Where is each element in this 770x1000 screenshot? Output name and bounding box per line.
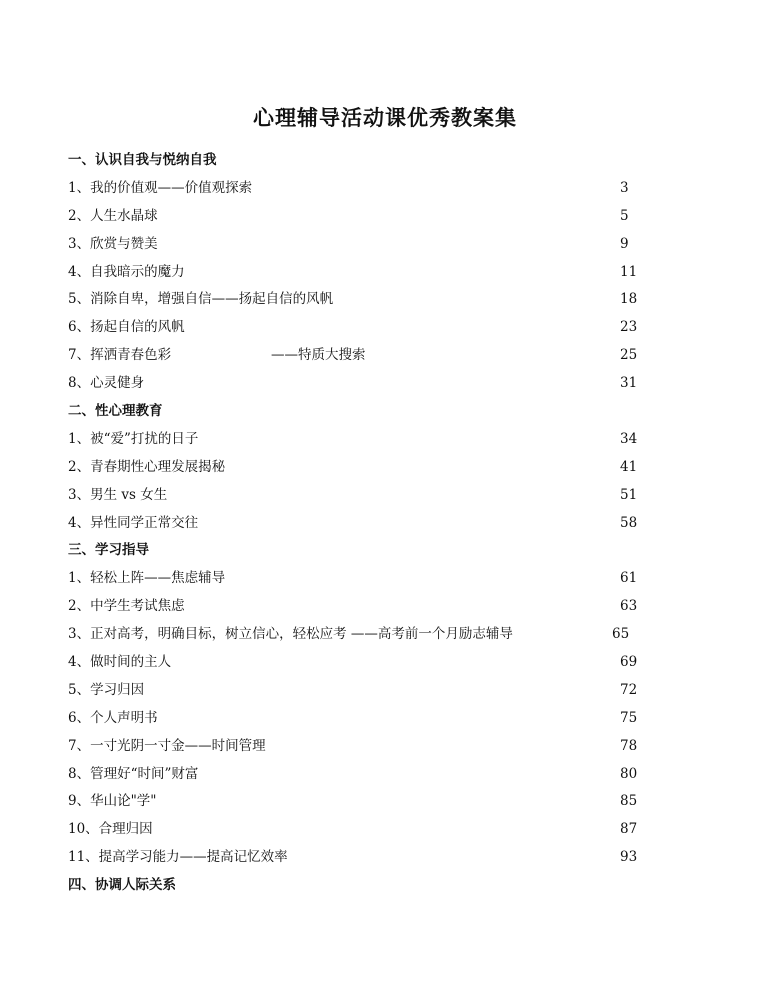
toc-entry bbox=[0, 761, 770, 789]
page-number: 65 bbox=[612, 626, 630, 643]
toc-entry bbox=[0, 565, 770, 593]
entry-title: 4、异性同学正常交往 bbox=[68, 514, 199, 531]
entry-title: 7、一寸光阴一寸金——时间管理 bbox=[68, 737, 266, 754]
page-number: 5 bbox=[620, 207, 629, 224]
toc-entry bbox=[0, 482, 770, 510]
page-number: 58 bbox=[620, 514, 638, 531]
page-number: 69 bbox=[620, 654, 638, 671]
section-title: 一、认识自我与悦纳自我 bbox=[68, 152, 217, 168]
toc-entry bbox=[0, 510, 770, 538]
page-number: 31 bbox=[620, 375, 638, 392]
page-number: 11 bbox=[620, 263, 638, 280]
entry-title: 5、消除自卑，增强自信——扬起自信的风帆 bbox=[68, 291, 334, 308]
page-number: 41 bbox=[620, 458, 638, 475]
page-number: 93 bbox=[620, 849, 638, 866]
toc-entry bbox=[0, 314, 770, 342]
section-title: 四、协调人际关系 bbox=[68, 877, 176, 894]
entry-title: 9、华山论"学" bbox=[68, 793, 157, 810]
page-number: 23 bbox=[620, 319, 638, 336]
page-number: 87 bbox=[620, 821, 638, 838]
document-title: 心理辅导活动课优秀教案集 bbox=[253, 105, 517, 130]
toc-entry bbox=[0, 705, 770, 733]
toc-entry bbox=[0, 788, 770, 816]
entry-title: 1、轻松上阵——焦虑辅导 bbox=[68, 570, 226, 587]
page-number: 18 bbox=[620, 291, 638, 308]
page-number: 63 bbox=[620, 598, 638, 615]
entry-title: 6、扬起自信的风帆 bbox=[68, 319, 185, 336]
toc-entry bbox=[0, 454, 770, 482]
entry-title: 8、心灵健身 bbox=[68, 375, 145, 392]
toc-entry bbox=[0, 677, 770, 705]
toc-section-heading bbox=[0, 537, 770, 565]
entry-title: 8、管理好“时间”财富 bbox=[68, 765, 199, 782]
page-number: 25 bbox=[620, 347, 638, 364]
entry-title: 10、合理归因 bbox=[68, 821, 153, 838]
entry-title: 11、提高学习能力——提高记忆效率 bbox=[68, 849, 288, 866]
toc-entry bbox=[0, 203, 770, 231]
entry-title: 7、挥洒青春色彩 bbox=[68, 347, 172, 364]
page-number: 3 bbox=[620, 179, 629, 196]
toc-entry bbox=[0, 593, 770, 621]
section-title: 二、性心理教育 bbox=[68, 403, 163, 420]
toc-entry bbox=[0, 733, 770, 761]
entry-title: 5、学习归因 bbox=[68, 681, 145, 698]
page-number: 85 bbox=[620, 793, 638, 810]
entry-title: 3、欣赏与赞美 bbox=[68, 235, 158, 252]
toc-entry bbox=[0, 844, 770, 872]
page-number: 34 bbox=[620, 430, 638, 447]
entry-title: 6、个人声明书 bbox=[68, 709, 158, 726]
entry-title: 1、我的价值观——价值观探索 bbox=[68, 179, 253, 196]
entry-title: 3、男生 vs 女生 bbox=[68, 486, 168, 503]
toc-entry bbox=[0, 649, 770, 677]
entry-title: 4、做时间的主人 bbox=[68, 654, 172, 671]
page-number: 75 bbox=[620, 709, 638, 726]
toc-section-heading bbox=[0, 872, 770, 900]
toc-section-heading bbox=[0, 147, 770, 175]
section-title: 三、学习指导 bbox=[68, 542, 149, 559]
page-number: 80 bbox=[620, 765, 638, 782]
entry-title: 4、自我暗示的魔力 bbox=[68, 263, 185, 280]
entry-title: 2、青春期性心理发展揭秘 bbox=[68, 458, 226, 475]
entry-title: 1、被“爱”打扰的日子 bbox=[68, 430, 199, 447]
entry-title: 3、正对高考，明确目标，树立信心，轻松应考 ——高考前一个月励志辅导 bbox=[68, 626, 513, 643]
page-number: 78 bbox=[620, 737, 638, 754]
entry-subtitle: ——特质大搜索 bbox=[271, 347, 366, 364]
toc-entry bbox=[0, 370, 770, 398]
toc-section-heading bbox=[0, 398, 770, 426]
page-number: 51 bbox=[620, 486, 638, 503]
toc-entry bbox=[0, 426, 770, 454]
toc-entry bbox=[0, 175, 770, 203]
entry-title: 2、中学生考试焦虑 bbox=[68, 598, 185, 615]
page-number: 72 bbox=[620, 681, 638, 698]
toc-entry bbox=[0, 231, 770, 259]
page-number: 9 bbox=[620, 235, 629, 252]
entry-title: 2、人生水晶球 bbox=[68, 207, 158, 224]
toc-entry bbox=[0, 621, 770, 649]
toc-entry bbox=[0, 342, 770, 370]
table-of-contents bbox=[0, 147, 770, 900]
page-number: 61 bbox=[620, 570, 638, 587]
toc-entry bbox=[0, 286, 770, 314]
toc-entry bbox=[0, 816, 770, 844]
toc-entry bbox=[0, 259, 770, 287]
